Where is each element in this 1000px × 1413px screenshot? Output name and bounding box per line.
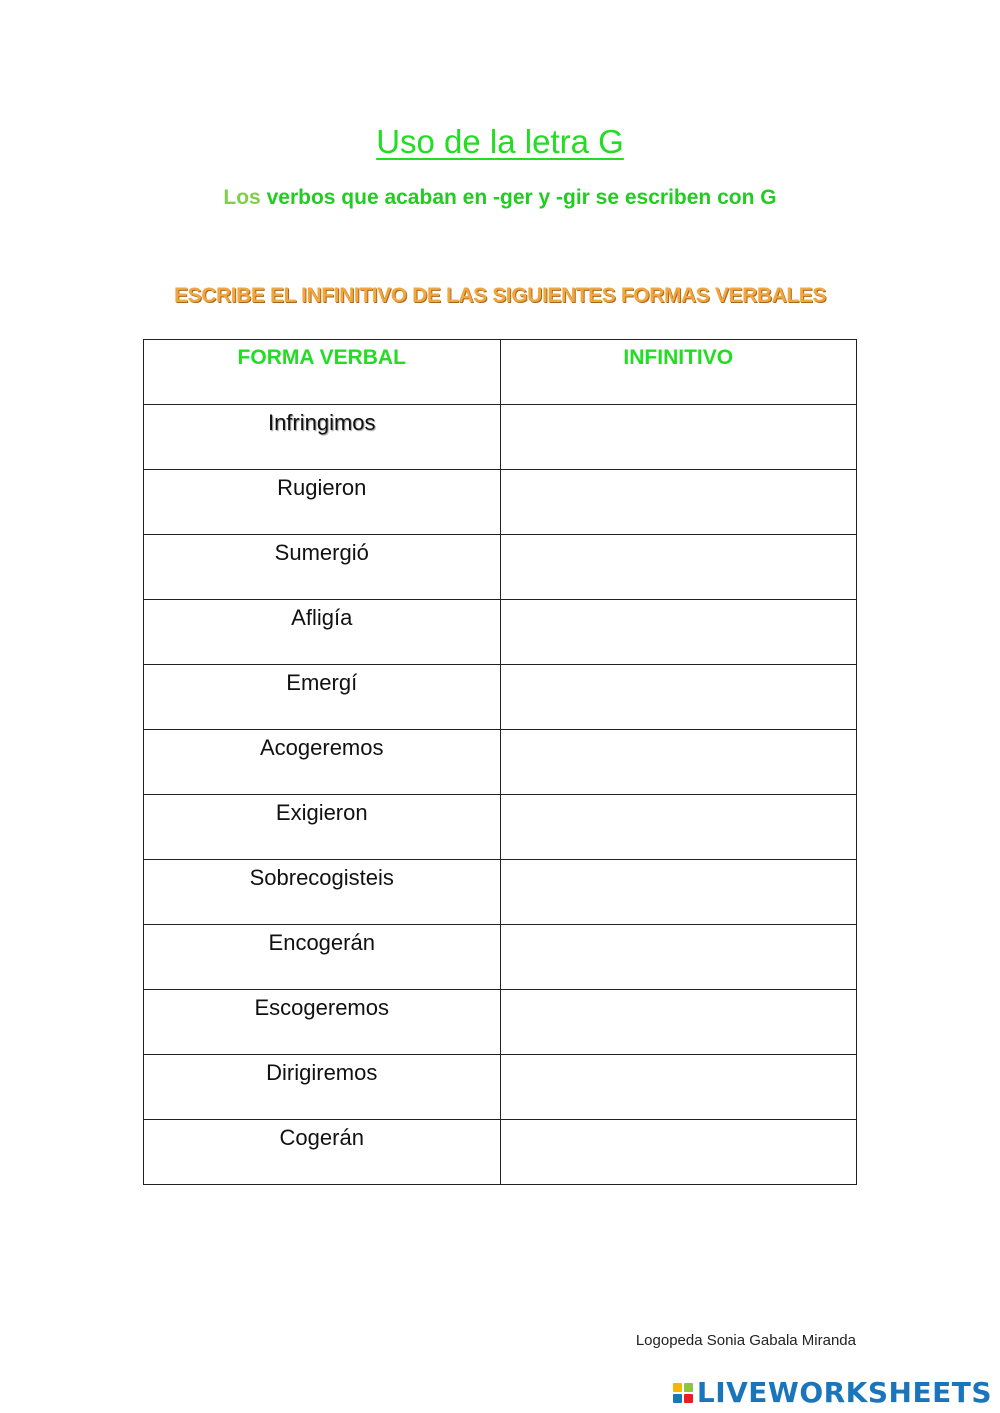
table-row [144,405,857,470]
infinitive-answer-cell[interactable] [500,925,857,990]
verb-table [143,339,857,1185]
infinitive-answer-cell[interactable] [500,405,857,470]
instruction-heading: ESCRIBE EL INFINITIVO DE LAS SIGUIENTES FORMAS VERBALES [173,284,827,307]
table-row [144,470,857,535]
table-row [144,1120,857,1185]
verb-form-cell: Dirigiremos [144,1055,501,1120]
table-row [144,795,857,860]
liveworksheets-logo-icon [673,1383,693,1403]
subtitle-rest: verbos que acaban en -ger y -gir se escriben con G [260,186,777,209]
verb-form-cell: Escogeremos [144,990,501,1055]
verb-form-cell: Sobrecogisteis [144,860,501,925]
infinitive-answer-cell[interactable] [500,600,857,665]
infinitive-answer-cell[interactable] [500,1120,857,1185]
logo-square-blue [673,1394,682,1403]
verb-form-cell: Sumergió [144,535,501,600]
logo-square-yellow [673,1383,682,1392]
infinitive-answer-cell[interactable] [500,470,857,535]
verb-form-cell: Cogerán [144,1120,501,1185]
table-row [144,600,857,665]
verb-form-cell: Encogerán [144,925,501,990]
brand-logo[interactable] [673,1376,992,1409]
brand-name: LIVEWORKSHEETS [696,1376,992,1409]
header-infinitivo: INFINITIVO [500,340,857,405]
logo-square-red [684,1394,693,1403]
subtitle-lead: Los [223,186,261,209]
header-forma-verbal: FORMA VERBAL [144,340,501,405]
table-row [144,535,857,600]
verb-form-cell: Rugieron [144,470,501,535]
verb-form-cell: Acogeremos [144,730,501,795]
table-row [144,730,857,795]
subtitle [0,184,1000,212]
author-credit: Logopeda Sonia Gabala Miranda [635,1332,856,1349]
infinitive-answer-cell[interactable] [500,665,857,730]
infinitive-answer-cell[interactable] [500,990,857,1055]
table-row [144,1055,857,1120]
infinitive-answer-cell[interactable] [500,795,857,860]
verb-form-cell: Emergí [144,665,501,730]
infinitive-answer-cell[interactable] [500,1055,857,1120]
table-row [144,990,857,1055]
infinitive-answer-cell[interactable] [500,730,857,795]
infinitive-answer-cell[interactable] [500,535,857,600]
verb-form-cell: Infringimos [144,405,501,470]
verb-form-cell: Exigieron [144,795,501,860]
table-header-row [144,340,857,405]
table-row [144,925,857,990]
table-row [144,860,857,925]
infinitive-answer-cell[interactable] [500,860,857,925]
logo-square-green [684,1383,693,1392]
table-row [144,665,857,730]
page-title: Uso de la letra G [376,123,624,160]
verb-form-cell: Afligía [144,600,501,665]
